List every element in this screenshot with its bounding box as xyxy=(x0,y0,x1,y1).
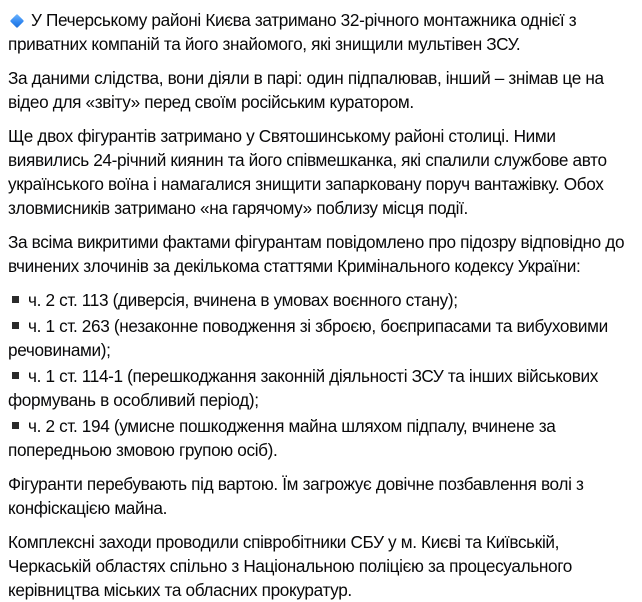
list-item-text: ч. 2 ст. 113 (диверсія, вчинена в умовах воєнного стану); xyxy=(28,290,458,310)
square-bullet-icon xyxy=(12,422,19,429)
post-paragraph-5: Фігуранти перебувають під вартою. Їм загрожує довічне позбавлення волі з конфіскацією майна. xyxy=(8,474,584,518)
large-blue-diamond-icon xyxy=(10,14,24,28)
post-paragraph-3: Ще двох фігурантів затримано у Святошинському районі столиці. Ними виявились 24-річний киянин та його співмешканка, які спалили службове авто українського воїна і намагалися знищити запарковану поруч вантажівку. Обох зловмисників затримано «на гарячому» поблизу місця події. xyxy=(8,126,607,218)
charges-list xyxy=(8,288,634,462)
list-item xyxy=(8,364,634,412)
list-item xyxy=(8,288,634,312)
square-bullet-icon xyxy=(12,322,19,329)
list-item-text: ч. 1 ст. 114-1 (перешкоджання законній діяльності ЗСУ та інших військових формувань в особливий період); xyxy=(8,366,599,410)
post-paragraph-6: Комплексні заходи проводили співробітники СБУ у м. Києві та Київській, Черкаській областях спільно з Національною поліцією за процесуального керівництва міських та обласних прокуратур. xyxy=(8,532,572,600)
post-paragraph-4: За всіма викритими фактами фігурантам повідомлено про підозру відповідно до вчинених злочинів за декількома статтями Кримінального кодексу України: xyxy=(8,232,625,276)
list-item xyxy=(8,314,634,362)
list-item xyxy=(8,414,634,462)
post-paragraph-2: За даними слідства, вони діяли в парі: один підпалював, інший – знімав це на відео для «звіту» перед своїм російським куратором. xyxy=(8,68,604,112)
post-paragraph-1 xyxy=(8,8,634,56)
square-bullet-icon xyxy=(12,296,19,303)
list-item-text: ч. 2 ст. 194 (умисне пошкодження майна шляхом підпалу, вчинене за попередньою змовою групою осіб). xyxy=(8,416,556,460)
square-bullet-icon xyxy=(12,372,19,379)
paragraph-text: У Печерському районі Києва затримано 32-річного монтажника однієї з приватних компаній та його знайомого, які знищили мультівен ЗСУ. xyxy=(8,10,577,54)
list-item-text: ч. 1 ст. 263 (незаконне поводження зі зброєю, боєприпасами та вибуховими речовинами); xyxy=(8,316,608,360)
